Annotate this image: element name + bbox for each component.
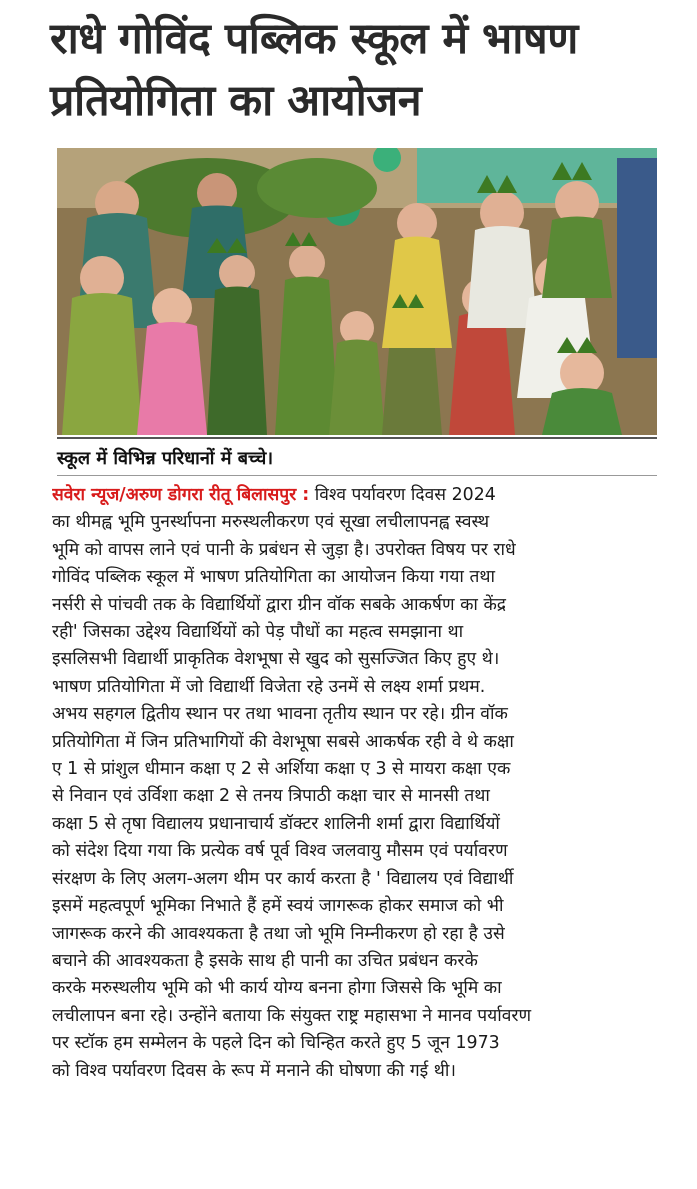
article-line: नर्सरी से पांचवी तक के विद्यार्थियों द्वारा ग्रीन वॉक सबके आकर्षण का केंद्र bbox=[52, 594, 507, 615]
article-body bbox=[52, 482, 662, 1085]
article-line: पर स्टॉक हम सम्मेलन के पहले दिन को चिन्हित करते हुए 5 जून 1973 bbox=[52, 1033, 500, 1054]
children-in-costumes-photo-icon bbox=[57, 148, 657, 435]
byline: सवेरा न्यूज/अरुण डोगरा रीतू बिलासपुर : bbox=[52, 485, 310, 505]
article-line: इसलिसभी विद्यार्थी प्राकृतिक वेशभूषा से खुद को सुसज्जित किए हुए थे। bbox=[52, 649, 500, 670]
photo-caption: स्कूल में विभिन्न परिधानों में बच्चे। bbox=[57, 448, 274, 469]
headline-line-2: प्रतियोगिता का आयोजन bbox=[50, 76, 422, 126]
article-line: को विश्व पर्यावरण दिवस के रूप में मनाने की घोषणा की गई थी। bbox=[52, 1060, 456, 1081]
article-photo bbox=[57, 148, 657, 435]
article-line: ए 1 से प्रांशुल धीमान कक्षा ए 2 से अर्शिया कक्षा ए 3 से मायरा कक्षा एक bbox=[52, 759, 511, 780]
article-line: प्रतियोगिता में जिन प्रतिभागियों की वेशभूषा सबसे आकर्षक रही वे थे कक्षा bbox=[52, 731, 514, 752]
article-line: लचीलापन बना रहे। उन्होंने बताया कि संयुक्त राष्ट्र महासभा ने मानव पर्यावरण bbox=[52, 1005, 532, 1026]
article-line: कक्षा 5 से तृषा विद्यालय प्रधानाचार्य डॉक्टर शालिनी शर्मा द्वारा विद्यार्थियों bbox=[52, 813, 500, 834]
article-line-0 bbox=[52, 482, 662, 509]
article-line: भाषण प्रतियोगिता में जो विद्यार्थी विजेता रहे उनमें से लक्ष्य शर्मा प्रथम. bbox=[52, 676, 486, 697]
article-line: जागरूक करने की आवश्यकता है तथा जो भूमि निम्नीकरण हो रहा है उसे bbox=[52, 923, 505, 944]
article-line: बचाने की आवश्यकता है इसके साथ ही पानी का उचित प्रबंधन करके bbox=[52, 950, 478, 971]
caption-divider bbox=[57, 437, 657, 439]
article-line: भूमि को वापस लाने एवं पानी के प्रबंधन से जुड़ा है। उपरोक्त विषय पर राधे bbox=[52, 539, 516, 560]
article-line: रही' जिसका उद्देश्य विद्यार्थियों को पेड़ पौधों का महत्व समझाना था bbox=[52, 622, 464, 643]
article-line: संरक्षण के लिए अलग-अलग थीम पर कार्य करता है ' विद्यालय एवं विद्यार्थी bbox=[52, 868, 514, 889]
caption-underline bbox=[57, 475, 657, 476]
article-line: का थीमह्व भूमि पुनर्स्थापना मरुस्थलीकरण एवं सूखा लचीलापनह्व स्वस्थ bbox=[52, 512, 490, 533]
article-line: इसमें महत्वपूर्ण भूमिका निभाते हैं हमें स्वयं जागरूक होकर समाज को भी bbox=[52, 896, 504, 917]
headline bbox=[50, 8, 670, 132]
article-line: से निवान एवं उर्विशा कक्षा 2 से तनय त्रिपाठी कक्षा चार से मानसी तथा bbox=[52, 786, 490, 807]
article-line-0-text: विश्व पर्यावरण दिवस 2024 bbox=[309, 485, 496, 505]
article-line: अभय सहगल द्वितीय स्थान पर तथा भावना तृतीय स्थान पर रहे। ग्रीन वॉक bbox=[52, 704, 508, 725]
article-line: को संदेश दिया गया कि प्रत्येक वर्ष पूर्व विश्व जलवायु मौसम एवं पर्यावरण bbox=[52, 841, 508, 862]
headline-line-1: राधे गोविंद पब्लिक स्कूल में भाषण bbox=[50, 14, 578, 64]
article-line: करके मरुस्थलीय भूमि को भी कार्य योग्य बनना होगा जिससे कि भूमि का bbox=[52, 978, 502, 999]
article-line: गोविंद पब्लिक स्कूल में भाषण प्रतियोगिता का आयोजन किया गया तथा bbox=[52, 567, 495, 588]
